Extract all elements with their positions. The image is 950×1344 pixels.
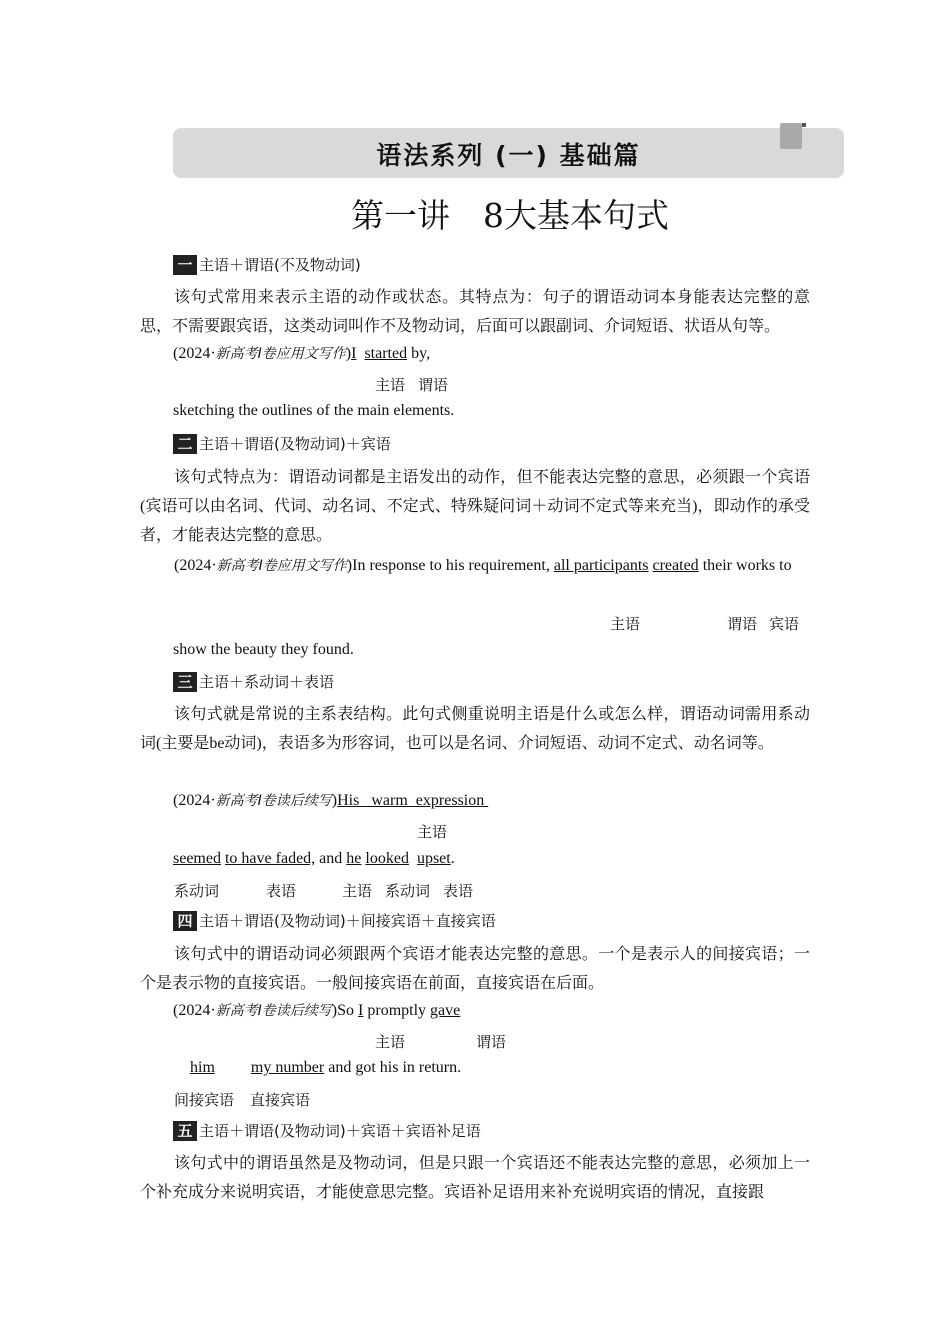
predicate-word: started: [364, 345, 408, 362]
section-4-heading: [173, 910, 496, 931]
label-predicate: 谓语: [418, 376, 449, 394]
label-subject: 主语: [375, 376, 406, 394]
object-phrase: their works: [702, 557, 776, 574]
subject-phrase: His warm expression: [337, 792, 489, 809]
predicate-word: gave: [430, 1002, 461, 1019]
section-title: 主语＋谓语(及物动词)＋间接宾语＋直接宾语: [199, 912, 496, 930]
lecture-title: 第一讲 8大基本句式: [351, 196, 669, 235]
section-4-example: (2024·新高考Ⅰ卷读后续写)So I promptly gave: [173, 1002, 461, 1019]
label-predicative: 表语: [266, 882, 297, 900]
section-number-badge: 二: [173, 434, 197, 454]
section-title: 主语＋谓语(不及物动词): [199, 256, 361, 274]
label-direct-object: 直接宾语: [250, 1091, 311, 1109]
label-indirect-object: 间接宾语: [174, 1091, 235, 1109]
section-5-description: 该句式中的谓语虽然是及物动词，但是只跟一个宾语还不能表达完整的意思，必须加上一个补充成分来说明宾语，才能使意思完整。宾语补足语用来补充说明宾语的情况，直接跟: [140, 1155, 810, 1201]
section-3-example: (2024·新高考Ⅰ卷读后续写)His warm expression: [173, 792, 489, 809]
subject-phrase: all participants: [553, 557, 649, 574]
label-subject: 主语: [417, 823, 448, 841]
linking-verb: looked: [365, 850, 409, 867]
section-title: 主语＋谓语(及物动词)＋宾语＋宾语补足语: [199, 1122, 481, 1140]
section-number-badge: 三: [173, 672, 197, 692]
series-title: 语法系列 (一) 基础篇: [376, 141, 641, 170]
section-title: 主语＋系动词＋表语: [199, 673, 335, 691]
example-continuation: sketching the outlines of the main elements.: [173, 402, 455, 419]
section-4-example-line2: him my number and got his in return.: [190, 1059, 462, 1076]
section-4-description: 该句式中的谓语动词必须跟两个宾语才能表达完整的意思。一个是表示人的间接宾语；一个是表示物的直接宾语。一般间接宾语在前面，直接宾语在后面。: [140, 946, 810, 992]
label-linking-verb: 系动词: [385, 882, 431, 900]
label-subject: 主语: [375, 1033, 406, 1051]
section-2-description: 该句式特点为：谓语动词都是主语发出的动作，但不能表达完整的意思，必须跟一个宾语(宾语可以由名词、代词、动名词、不定式、特殊疑问词＋动词不定式等来充当)，即动作的承受者，才能表达完整的意思。: [140, 469, 810, 544]
section-3-heading: [173, 671, 334, 692]
indirect-object: him: [190, 1059, 215, 1076]
label-linking-verb: 系动词: [174, 882, 220, 900]
label-object: 宾语: [769, 615, 800, 633]
bookmark-icon: [780, 123, 802, 149]
predicative: upset: [416, 850, 451, 867]
subject-word: I: [358, 1002, 364, 1019]
label-predicate: 谓语: [476, 1033, 507, 1051]
section-2-heading: [173, 433, 391, 454]
section-1-example: (2024·新高考Ⅰ卷应用文写作)I started by,: [173, 345, 431, 362]
section-3-description: 该句式就是常说的主系表结构。此句式侧重说明主语是什么或怎么样，谓语动词需用系动词(主要是be动词)，表语多为形容词，也可以是名词、介词短语、动词不定式、动名词等。: [140, 706, 810, 752]
label-subject: 主语: [610, 615, 641, 633]
predicative: to have faded,: [224, 850, 316, 867]
section-number-badge: 一: [173, 255, 197, 275]
direct-object: my number: [250, 1059, 325, 1076]
section-number-badge: 五: [173, 1121, 197, 1141]
section-title: 主语＋谓语(及物动词)＋宾语: [199, 435, 391, 453]
section-3-example-line2: seemed to have faded, and he looked upset.: [173, 850, 455, 867]
section-2-example: (2024·新高考Ⅰ卷应用文写作)In response to his requirement, all participants created their works to: [174, 557, 792, 574]
subject-word: I: [351, 345, 357, 362]
predicate-word: created: [652, 557, 699, 574]
label-predicative: 表语: [443, 882, 474, 900]
label-subject: 主语: [342, 882, 373, 900]
linking-verb: seemed: [173, 850, 221, 867]
example-continuation: show the beauty they found.: [173, 641, 354, 658]
section-1-heading: [173, 254, 361, 275]
section-1-description: 该句式常用来表示主语的动作或状态。其特点为：句子的谓语动词本身能表达完整的意思，不需要跟宾语，这类动词叫作不及物动词，后面可以跟副词、介词短语、状语从句等。: [140, 289, 810, 335]
series-banner: [173, 128, 844, 178]
subject-word: he: [346, 850, 362, 867]
section-5-heading: [173, 1120, 481, 1141]
section-number-badge: 四: [173, 911, 197, 931]
label-predicate: 谓语: [727, 615, 758, 633]
